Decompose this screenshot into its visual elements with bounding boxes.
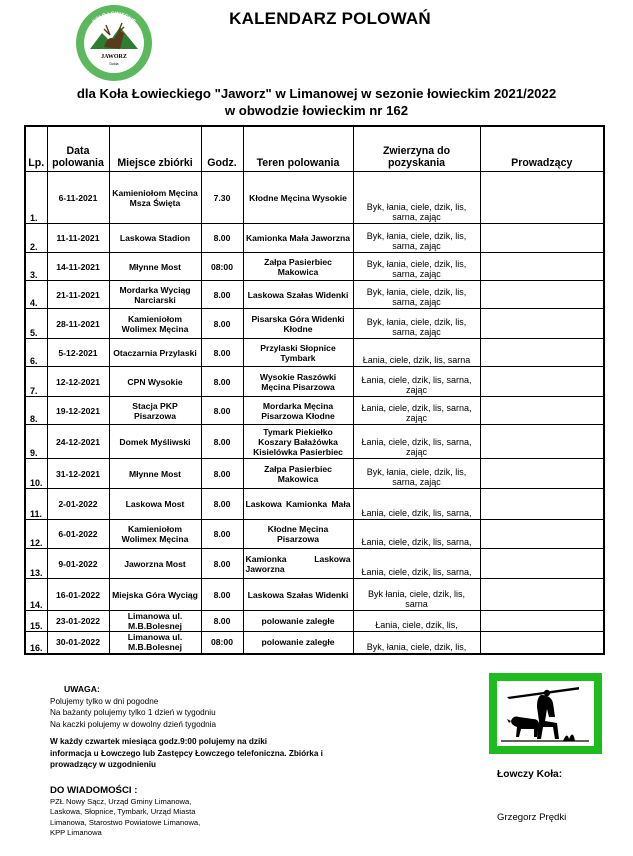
note-line: Na kaczki polujemy w dowolny dzień tygodnia [50,719,217,729]
cell-game: Byk, łania, ciele, dzik, lis, sarna, zając [353,253,480,281]
cell-lp: 16. [25,632,47,654]
svg-text:W LIMANOWEJ: W LIMANOWEJ [97,64,131,75]
header-game: Zwierzyna do pozyskania [353,126,480,172]
cell-lp: 12. [25,520,47,549]
cell-area: Kamionka Mała Jaworzna [243,224,353,253]
cell-place: Limanowa ul. M.B.Bolesnej [109,632,201,654]
cell-lp: 13. [25,549,47,579]
note-line: Polujemy tylko w dni pogodne [50,696,159,706]
cell-lp: 15. [25,611,47,632]
cell-leader [480,309,604,339]
cell-time: 8.00 [201,397,243,425]
cell-date: 21-11-2021 [47,281,109,309]
cell-lp: 11. [25,489,47,520]
table-row [25,520,604,549]
svg-text:Dukla: Dukla [109,62,119,66]
cell-leader [480,224,604,253]
cell-date: 2-01-2022 [47,489,109,520]
cell-time: 08:00 [201,253,243,281]
cell-date: 30-01-2022 [47,632,109,654]
cell-leader [480,281,604,309]
page-title: KALENDARZ POLOWAŃ [229,9,431,28]
subtitle-line-1: dla Koła Łowieckiego "Jaworz" w Limanowej w sezonie łowieckim 2021/2022 [76,86,557,101]
cell-lp: 8. [25,397,47,425]
cell-place: Domek Myśliwski [109,425,201,459]
notes-heading: UWAGA: [64,684,100,694]
cell-game: Łania, ciele, dzik, lis, sarna, zając [353,367,480,397]
cell-area: Tymark Piekiełko Koszary Bałażówka Kisielówka Pasierbiec [243,425,353,459]
cell-leader [480,459,604,489]
header-leader: Prowadzący [480,126,604,172]
cell-game: Łania, ciele, dzik, lis, sarna, [353,549,480,579]
cell-game: Łania, ciele, dzik, lis, sarna, zając [353,397,480,425]
cell-lp: 14. [25,579,47,611]
cell-date: 24-12-2021 [47,425,109,459]
cell-time: 8.00 [201,224,243,253]
cell-game: Byk, łania, ciele, dzik, lis, sarna, zając [353,309,480,339]
cell-game: Byk, łania, ciele, dzik, lis, sarna, zając [353,281,480,309]
header-date: Data polowania [47,126,109,172]
cell-time: 8.00 [201,489,243,520]
cell-place: Limanowa ul. M.B.Bolesnej [109,611,201,632]
cell-leader [480,549,604,579]
table-row [25,632,604,654]
cell-lp: 2. [25,224,47,253]
svg-text:KOŁO ŁOWIECKIE: KOŁO ŁOWIECKIE [91,10,137,25]
hunt-master-label: Łowczy Koła: [497,769,563,780]
table-row [25,339,604,367]
cell-date: 23-01-2022 [47,611,109,632]
cell-game: Byk, łania, ciele, dzik, lis, sarna, zając [353,224,480,253]
table-row [25,224,604,253]
cell-game: Łania, ciele, dzik, lis, [353,611,480,632]
cell-place: Mordarka Wyciąg Narciarski [109,281,201,309]
cell-area: Kłodne Męcina Wysokie [243,172,353,224]
cell-area: Wysokie Raszówki Męcina Pisarzowa [243,367,353,397]
cell-leader [480,172,604,224]
note-boar-line: W każdy czwartek miesiąca godz.9:00 polujemy na dziki [50,737,268,746]
cell-leader [480,425,604,459]
cell-leader [480,253,604,281]
svg-text:JAWORZ: JAWORZ [101,54,127,60]
cell-place: Otaczarnia Przylaski [109,339,201,367]
cell-time: 8.00 [201,611,243,632]
cell-leader [480,520,604,549]
cell-time: 08:00 [201,632,243,654]
header-time: Godz. [201,126,243,172]
cell-lp: 7. [25,367,47,397]
signature-name: Grzegorz Prędki [497,812,567,823]
cell-area: Laskowa Kamionka Mała [243,489,353,520]
cell-game: Łania, ciele, dzik, lis, sarna, [353,489,480,520]
cell-area: Mordarka Męcina Pisarzowa Kłodne [243,397,353,425]
table-row [25,489,604,520]
cell-date: 6-11-2021 [47,172,109,224]
cell-time: 7.30 [201,172,243,224]
cell-place: Miejska Góra Wyciąg [109,579,201,611]
table-row [25,367,604,397]
cell-game: Łania, ciele, dzik, lis, sarna [353,339,480,367]
table-row [25,309,604,339]
cell-date: 6-01-2022 [47,520,109,549]
cell-time: 8.00 [201,520,243,549]
cell-lp: 4. [25,281,47,309]
note-line: Na bażanty polujemy tylko 1 dzień w tygodniu [50,708,216,717]
cell-date: 16-01-2022 [47,579,109,611]
cell-area: Załpa Pasierbiec Makowica [243,253,353,281]
cell-area: Kłodne Męcina Pisarzowa [243,520,353,549]
distribution-line: PZŁ Nowy Sącz, Urząd Gminy Limanowa, [50,797,192,806]
cell-time: 8.00 [201,549,243,579]
table-header-row [25,126,604,172]
cell-place: Laskowa Most [109,489,201,520]
cell-lp: 5. [25,309,47,339]
distribution-heading: DO WIADOMOŚCI : [50,785,138,796]
cell-time: 8.00 [201,339,243,367]
cell-area: Kamionka Laskowa Jaworzna [243,549,353,579]
distribution-line: Limanowa, Starostwo Powiatowe Limanowa, [50,817,201,827]
table-row [25,281,604,309]
cell-area: Laskowa Szałas Widenki [243,579,353,611]
cell-game: Byk, łania, ciele, dzik, lis, [353,632,480,654]
cell-date: 11-11-2021 [47,224,109,253]
cell-time: 8.00 [201,367,243,397]
cell-lp: 3. [25,253,47,281]
table-row [25,253,604,281]
cell-lp: 9. [25,425,47,459]
cell-date: 28-11-2021 [47,309,109,339]
cell-area: polowanie zaległe [243,611,353,632]
table-row [25,172,604,224]
table-row [25,549,604,579]
cell-game: Byk, łania, ciele, dzik, lis, sarna, zając [353,459,480,489]
hunter-with-dog-icon [497,681,594,746]
header-place: Miejsce zbiórki [109,126,201,172]
hunting-calendar-table [24,125,605,655]
cell-place: CPN Wysokie [109,367,201,397]
distribution-section [50,784,260,839]
cell-place: Stacja PKP Pisarzowa [109,397,201,425]
note-boar-line: prowadzący w uzgodnieniu [50,760,156,769]
cell-time: 8.00 [201,579,243,611]
club-logo [74,3,154,83]
cell-leader [480,397,604,425]
cell-game: Łania, ciele, dzik, lis, sarna, zając [353,425,480,459]
table-row [25,611,604,632]
cell-lp: 6. [25,339,47,367]
subtitle-line-2: w obwodzie łowieckim nr 162 [224,103,409,118]
cell-lp: 10. [25,459,47,489]
header-area: Teren polowania [243,126,353,172]
cell-date: 14-11-2021 [47,253,109,281]
cell-time: 8.00 [201,425,243,459]
cell-game: Byk łania, ciele, dzik, lis, sarna [353,579,480,611]
cell-leader [480,579,604,611]
cell-leader [480,632,604,654]
cell-leader [480,489,604,520]
cell-game: Byk, łania, ciele, dzik, lis, sarna, zając [353,172,480,224]
distribution-line: Laskowa, Słopnice, Tymbark, Urząd Miasta [50,807,196,817]
cell-date: 9-01-2022 [47,549,109,579]
cell-date: 5-12-2021 [47,339,109,367]
table-row [25,397,604,425]
cell-place: Młynne Most [109,459,201,489]
table-row [25,425,604,459]
cell-area: polowanie zaległe [243,632,353,654]
cell-time: 8.00 [201,281,243,309]
hunter-sign [489,673,602,754]
cell-time: 8.00 [201,459,243,489]
cell-place: Laskowa Stadion [109,224,201,253]
header-lp: Lp. [25,126,47,172]
cell-lp: 1. [25,172,47,224]
cell-area: Załpa Pasierbiec Makowica [243,459,353,489]
cell-area: Przylaski Słopnice Tymbark [243,339,353,367]
cell-leader [480,339,604,367]
cell-date: 31-12-2021 [47,459,109,489]
cell-area: Pisarska Góra Widenki Kłodne [243,309,353,339]
cell-date: 12-12-2021 [47,367,109,397]
cell-time: 8.00 [201,309,243,339]
cell-game: Łania, ciele, dzik, lis, sarna, [353,520,480,549]
cell-date: 19-12-2021 [47,397,109,425]
notes-section [50,684,370,771]
table-row [25,579,604,611]
cell-place: Jaworzna Most [109,549,201,579]
cell-area: Laskowa Szałas Widenki [243,281,353,309]
table-row [25,459,604,489]
cell-leader [480,611,604,632]
cell-leader [480,367,604,397]
cell-place: Kamieniołom Męcina Msza Święta [109,172,201,224]
cell-place: Kamieniołom Wolimex Męcina [109,309,201,339]
cell-place: Młynne Most [109,253,201,281]
cell-place: Kamieniołom Wolimex Męcina [109,520,201,549]
distribution-line: KPP Limanowa [50,828,102,838]
note-boar-line: informacja u Łowczego lub Zastępcy Łowczego telefoniczna. Zbiórka i [50,748,323,758]
